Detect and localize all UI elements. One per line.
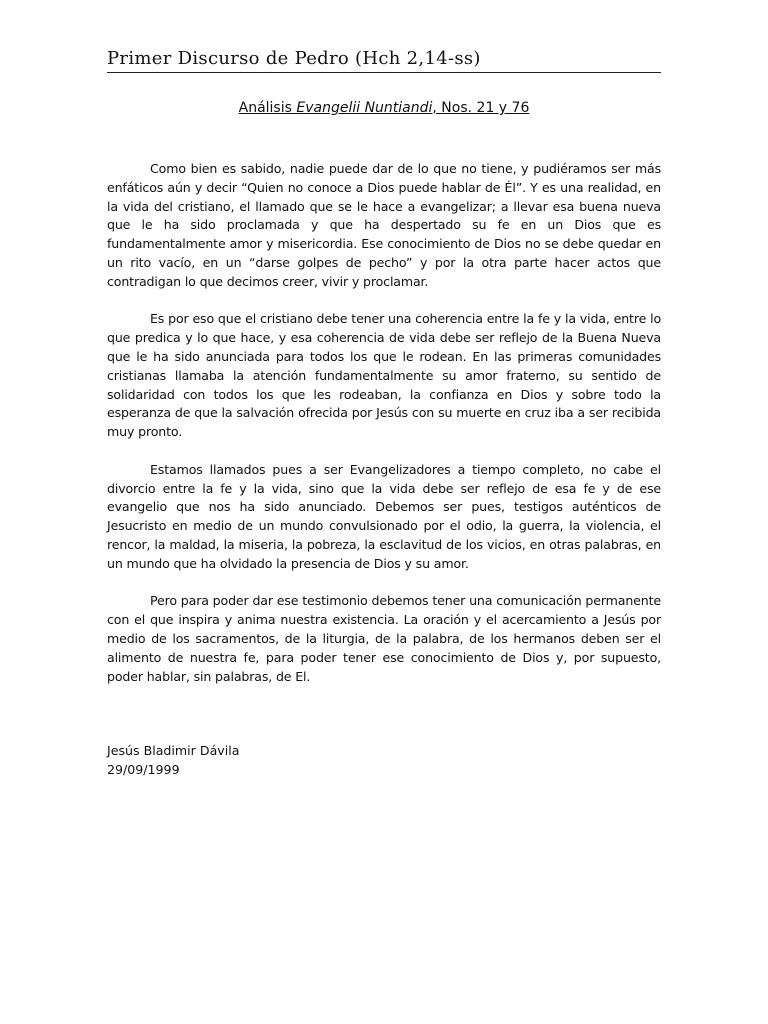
paragraph-3: Estamos llamados pues a ser Evangelizadores a tiempo completo, no cabe el divorcio entre la fe y la vida, sino que la vida debe ser reflejo de esa fe y de ese evangelio que nos ha sido anunciado. Debemos ser pues, testigos auténticos de Jesucristo en medio de un mundo convulsionado por el odio, la guerra, la violencia, el rencor, la maldad, la miseria, la pobreza, la esclavitud de los vicios, en otras palabras, en un mundo que ha olvidado la presencia de Dios y su amor.: [107, 461, 661, 571]
document-page: [107, 0, 661, 1024]
document-subtitle: [107, 98, 661, 118]
subtitle-prefix: Análisis: [238, 100, 297, 116]
signature-date: 29/09/1999: [107, 761, 180, 777]
paragraph-2: Es por eso que el cristiano debe tener una coherencia entre la fe y la vida, entre lo que predica y lo que hace, y esa coherencia de vida debe ser reflejo de la Buena Nueva que le ha sido anunciada para todos los que le rodean. En las primeras comunidades cristianas llamaba la atención fundamentalmente su amor fraterno, su sentido de solidaridad con todos los que les rodeaban, la confianza en Dios y sobre todo la esperanza de que la salvación ofrecida por Jesús con su muerte en cruz iba a ser recibida muy pronto.: [107, 311, 661, 440]
paragraph-1: Como bien es sabido, nadie puede dar de lo que no tiene, y pudiéramos ser más enfáticos aún y decir “Quien no conoce a Dios puede hablar de Él”. Y es una realidad, en la vida del cristiano, el llamado que se le hace a evangelizar; a llevar esa buena nueva que le ha sido proclamada y que ha despertado su fe en un Dios que es fundamentalmente amor y misericordia. Ese conocimiento de Dios no se debe quedar en un rito vacío, en un “darse golpes de pecho” y por la otra parte hacer actos que contradigan lo que decimos creer, vivir y proclamar.: [107, 161, 661, 289]
paragraph-4: Pero para poder dar ese testimonio debemos tener una comunicación permanente con el que inspira y anima nuestra existencia. La oración y el acercamiento a Jesús por medio de los sacramentos, de la liturgia, de la palabra, de los hermanos deben ser el alimento de nuestra fe, para poder tener ese conocimiento de Dios y, por supuesto, poder hablar, sin palabras, de El.: [107, 593, 661, 684]
document-header: [107, 46, 661, 73]
page-title: Primer Discurso de Pedro (Hch 2,14-ss): [107, 48, 481, 69]
subtitle-suffix: , Nos. 21 y 76: [432, 100, 530, 116]
subtitle-italic: Evangelii Nuntiandi: [296, 100, 433, 116]
signature-author: Jesús Bladimir Dávila: [107, 743, 240, 758]
document-body: [107, 160, 661, 705]
signature-block: [107, 742, 239, 780]
